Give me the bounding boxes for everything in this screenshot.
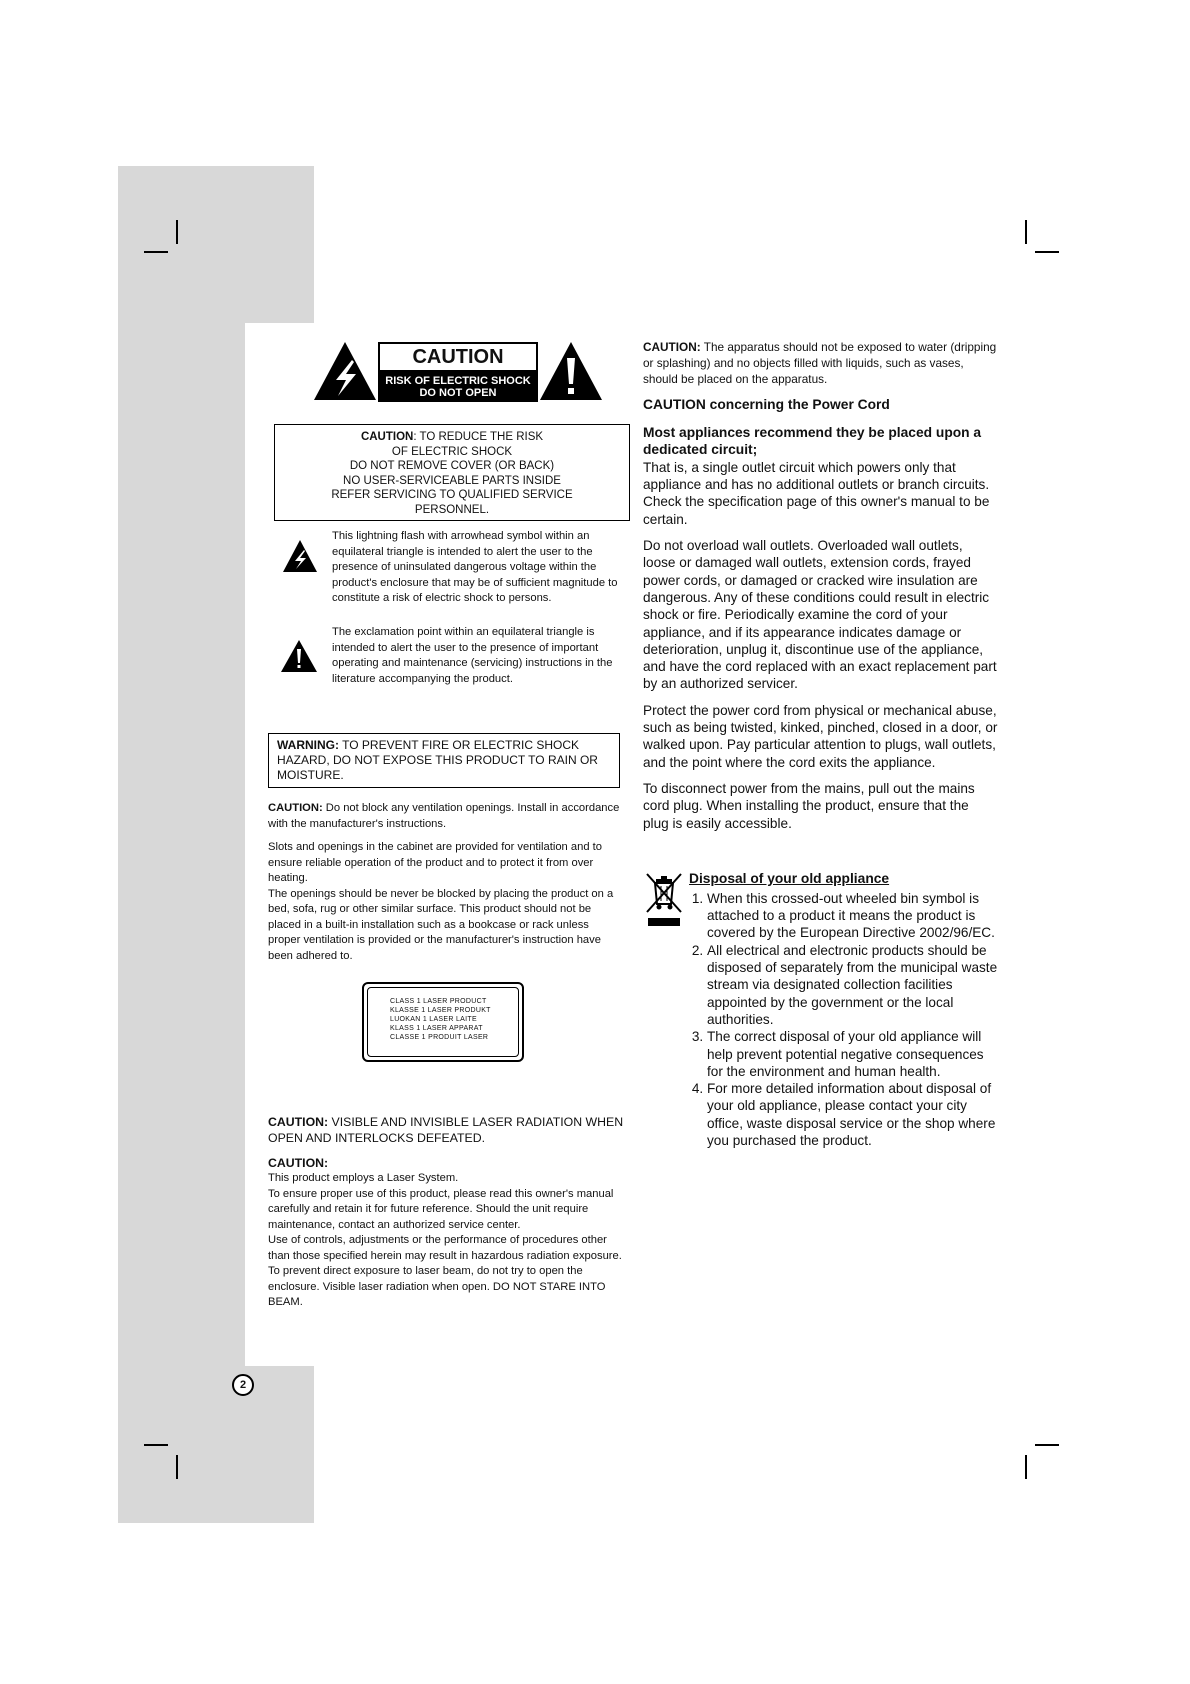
crop-mark: [1035, 251, 1059, 253]
caution-sign-subtitle: [378, 372, 538, 402]
caution-label: CAUTION:: [268, 1115, 329, 1130]
laser-system-paragraph: This product employs a Laser System.: [268, 1172, 459, 1185]
caution-label: CAUTION: [360, 431, 414, 443]
list-item: 3. The correct disposal of your old appliance will help prevent potential negative consequences for the environment and human health.: [707, 1028, 998, 1080]
caution-shock-box: [274, 424, 630, 521]
caution-label: CAUTION:: [643, 340, 701, 354]
caution-sign-title: CAUTION: [378, 342, 538, 372]
crop-mark: [1025, 1455, 1027, 1479]
disposal-section: [643, 870, 998, 1149]
laser-system-paragraph: To ensure proper use of this product, please read this owner's manual carefully and retain it for future reference. Should the unit require maintenance, contact an authorized service center.: [268, 1187, 614, 1231]
caution-banner: [312, 340, 624, 402]
exclamation-symbol: [268, 625, 332, 687]
caution-label: CAUTION:: [268, 802, 323, 815]
laser-radiation-text: VISIBLE AND INVISIBLE LASER RADIATION WHEN OPEN AND INTERLOCKS DEFEATED.: [268, 1115, 624, 1146]
warning-label: WARNING:: [277, 738, 339, 753]
caution-sign-line: RISK OF ELECTRIC SHOCK: [385, 375, 531, 387]
weee-symbol: [643, 870, 689, 1149]
disposal-list: [689, 890, 998, 1149]
caution-shock-text: : TO REDUCE THE RISK: [413, 431, 544, 443]
caution-label: CAUTION:: [268, 1156, 329, 1171]
power-cord-paragraph: That is, a single outlet circuit which powers only that appliance and has no additional outlets or branch circuits. Check the specification page of this owner's manual to be certain.: [643, 459, 990, 527]
crop-mark: [1035, 1444, 1059, 1446]
caution-shock-line: REFER SERVICING TO QUALIFIED SERVICE: [331, 489, 573, 501]
caution-sign-line: DO NOT OPEN: [419, 387, 497, 399]
crop-mark: [144, 251, 168, 253]
power-cord-paragraph: Do not overload wall outlets. Overloaded wall outlets, loose or damaged wall outlets, extension cords, frayed power cords, or damaged or cracked wire insulation are dangerous. Any of these conditions could result in electric shock or fire. Periodically examine the cord of your appliance, and if its appearance indicates damage or deterioration, unplug it, discontinue use of the appliance, and have the cord replaced with an exact replacement part by an authorized servicer.: [643, 538, 997, 692]
power-cord-subheading: Most appliances recommend they be placed upon a dedicated circuit;: [643, 424, 982, 458]
page-tab-top: [118, 166, 314, 323]
lightning-explanation: [268, 529, 624, 607]
list-item: 4. For more detailed information about disposal of your old appliance, please contact your city office, waste disposal service or the shop where you purchased the product.: [707, 1080, 998, 1149]
page-tab-side: [118, 322, 245, 1366]
lightning-explanation-text: This lightning flash with arrowhead symbol within an equilateral triangle is intended to alert the user to the presence of uninsulated dangerous voltage within the product's enclosure that may be of sufficient magnitude to constitute a risk of electric shock to persons.: [332, 530, 618, 605]
ventilation-paragraph: The openings should be never be blocked by placing the product on a bed, sofa, rug or other similar surface. This product should not be placed in a built-in installation such as a bookcase or rack unless proper ventilation is provided or the manufacturer's instruction have been adhered to.: [268, 887, 614, 962]
laser-label-line: LUOKAN 1 LASER LAITE: [390, 1016, 477, 1024]
exclamation-triangle-icon: [538, 340, 604, 402]
power-cord-paragraph: To disconnect power from the mains, pull out the mains cord plug. When installing the product, ensure that the plug is easily accessible.: [643, 780, 975, 831]
caution-shock-line: [279, 430, 625, 445]
laser-product-label-inner: [367, 987, 519, 1057]
laser-product-label: [362, 982, 524, 1062]
power-cord-heading: CAUTION concerning the Power Cord: [643, 397, 890, 413]
ventilation-caution-text: Do not block any ventilation openings. Install in accordance with the manufacturer's instructions.: [268, 802, 620, 830]
laser-label-line: KLASSE 1 LASER PRODUKT: [390, 1007, 491, 1015]
lightning-symbol: [268, 529, 332, 607]
disposal-content: [689, 870, 998, 1149]
page-number: 2: [232, 1374, 254, 1396]
crossed-bin-icon: [643, 870, 685, 928]
caution-shock-line: NO USER-SERVICEABLE PARTS INSIDE: [343, 474, 561, 487]
disposal-title: Disposal of your old appliance: [689, 870, 890, 886]
crop-mark: [176, 1455, 178, 1479]
laser-label-line: CLASS 1 LASER PRODUCT: [390, 998, 487, 1006]
laser-system-paragraph: Use of controls, adjustments or the performance of procedures other than those specified herein may result in hazardous radiation exposure.: [268, 1234, 622, 1262]
caution-sign: [378, 342, 538, 400]
left-column: [268, 340, 624, 1311]
exclamation-small-icon: [280, 639, 318, 673]
water-caution-text: The apparatus should not be exposed to water (dripping or splashing) and no objects filled with liquids, such as vases, should be placed on the apparatus.: [643, 340, 997, 386]
ventilation-caution: [268, 801, 624, 832]
warning-text: TO PREVENT FIRE OR ELECTRIC SHOCK HAZARD, DO NOT EXPOSE THIS PRODUCT TO RAIN OR MOISTURE.: [277, 738, 598, 783]
caution-shock-line: PERSONNEL.: [414, 503, 490, 516]
list-item: 2. All electrical and electronic products should be disposed of separately from the municipal waste stream via designated collection facilities appointed by the government or the local authorities.: [707, 942, 998, 1028]
caution-shock-line: DO NOT REMOVE COVER (OR BACK): [349, 460, 555, 472]
crop-mark: [144, 1444, 168, 1446]
exclamation-explanation-text: The exclamation point within an equilateral triangle is intended to alert the user to the presence of important operating and maintenance (servicing) instructions in the literature accompanying the product.: [332, 625, 613, 685]
power-cord-paragraph: Protect the power cord from physical or mechanical abuse, such as being twisted, kinked, pinched, closed in a door, or walked upon. Pay particular attention to plugs, wall outlets, and the point where the cord exits the appliance.: [643, 702, 998, 770]
lightning-triangle-icon: [312, 340, 378, 402]
crop-mark: [1025, 220, 1027, 244]
water-caution: [643, 340, 998, 387]
right-column: [643, 340, 998, 1149]
laser-label-line: KLASS 1 LASER APPARAT: [390, 1025, 483, 1033]
laser-radiation-caution: [268, 1114, 624, 1146]
caution-shock-line: OF ELECTRIC SHOCK: [391, 445, 513, 458]
crop-mark: [176, 220, 178, 244]
laser-label-line: CLASSE 1 PRODUIT LASER: [390, 1034, 489, 1042]
laser-system-heading: [268, 1155, 624, 1171]
exclamation-explanation: [268, 625, 624, 687]
warning-box: [268, 733, 620, 788]
list-item: 1. When this crossed-out wheeled bin symbol is attached to a product it means the product is covered by the European Directive 2002/96/EC.: [707, 890, 998, 942]
laser-system-paragraph: To prevent direct exposure to laser beam, do not try to open the enclosure. Visible laser radiation when open. DO NOT STARE INTO BEAM.: [268, 1265, 606, 1309]
ventilation-paragraph: Slots and openings in the cabinet are provided for ventilation and to ensure reliable operation of the product and to protect it from over heating.: [268, 841, 602, 885]
lightning-small-icon: [282, 539, 318, 573]
